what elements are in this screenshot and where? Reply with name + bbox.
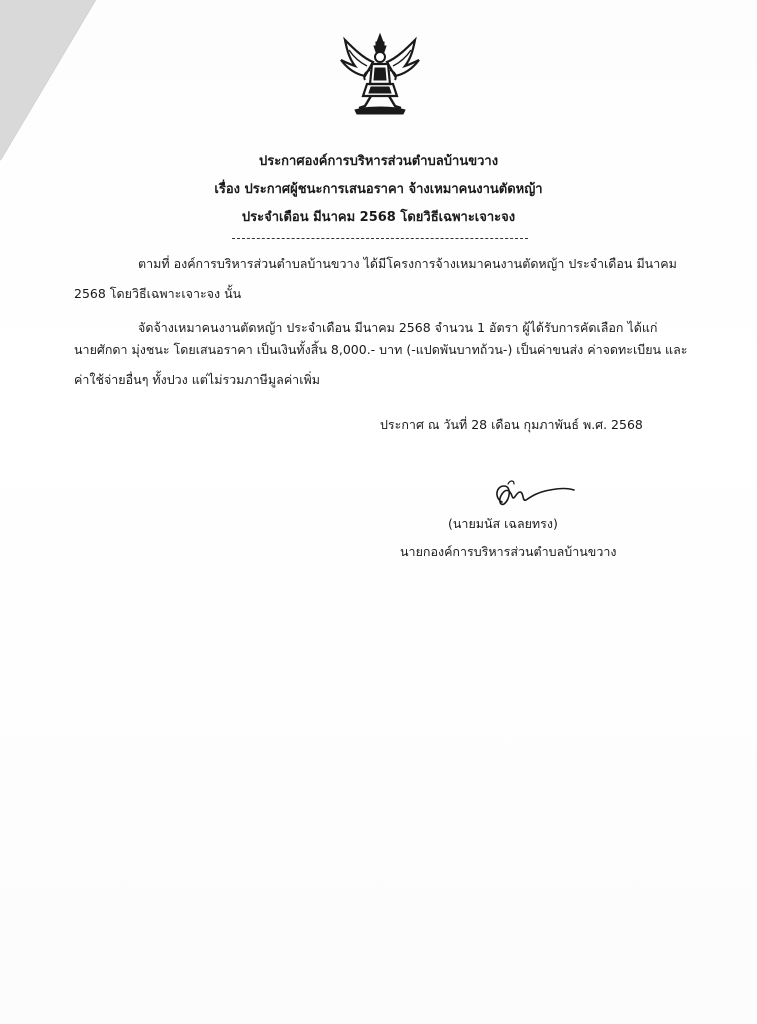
paragraph1-line2: 2568 โดยวิธีเฉพาะเจาะจง นั้น xyxy=(74,286,242,301)
dashed-divider xyxy=(232,238,528,239)
paragraph2-line3: ค่าใช้จ่ายอื่นๆ ทั้งปวง แต่ไม่รวมภาษีมูลค่าเพิ่ม xyxy=(74,372,320,387)
paragraph1-line1: ตามที่ องค์การบริหารส่วนตำบลบ้านขวาง ได้มีโครงการจ้างเหมาคนงานตัดหญ้า ประจำเดือน มีนาคม xyxy=(138,256,677,271)
signatory-title: นายกองค์การบริหารส่วนตำบลบ้านขวาง xyxy=(400,544,617,559)
announcement-period: ประจำเดือน มีนาคม 2568 โดยวิธีเฉพาะเจาะจง xyxy=(241,210,516,225)
announcement-heading: ประกาศองค์การบริหารส่วนตำบลบ้านขวาง xyxy=(258,154,499,169)
paragraph2-line2: นายศักดา มุ่งชนะ โดยเสนอราคา เป็นเงินทั้งสิ้น 8,000.- บาท (-แปดพันบาทถ้วน-) เป็นค่าขนส่ง ค่าจดทะเบียน และ xyxy=(74,342,688,357)
paragraph2-line1: จัดจ้างเหมาคนงานตัดหญ้า ประจำเดือน มีนาคม 2568 จำนวน 1 อัตรา ผู้ได้รับการคัดเลือก ได้แก่ xyxy=(138,320,658,335)
handwritten-signature xyxy=(488,478,578,514)
garuda-emblem-icon xyxy=(337,32,423,118)
announcement-date: ประกาศ ณ วันที่ 28 เดือน กุมภาพันธ์ พ.ศ. 2568 xyxy=(380,417,643,432)
announcement-subject: เรื่อง ประกาศผู้ชนะการเสนอราคา จ้างเหมาคนงานตัดหญ้า xyxy=(214,182,543,197)
signatory-name: (นายมนัส เฉลยทรง) xyxy=(448,516,558,531)
